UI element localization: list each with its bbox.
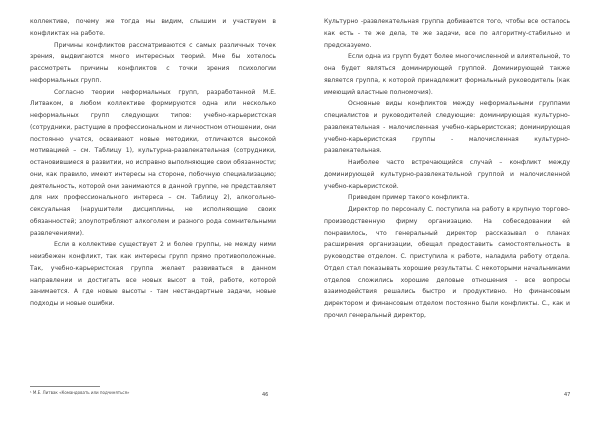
paragraph: Директор по персоналу С. поступила на работу в крупную торгово-производственную фирму организацию. На собеседовании ей понравилось, что генеральный директор рассказывал о планах расширения организации, обещал предоставить самостоятельность в руководстве отделом. С. приступила к работе, наладила работу отдела. Отдел стал показывать хорошие результаты. С некоторыми начальниками отделов сложились хорошие деловые отношения - все вопросы взаимодействия решались быстро и продуктивно. Но финансовым директором и финансовым отделом постоянно были конфликты. С., как и прочил генеральный директор, [324,206,570,319]
page-number: 46 [262,392,269,398]
paragraph: Если в коллективе существует 2 и более группы, не между ними неизбежен конфликт, так как интересы групп прямо противоположные. Так, учебно-карьеристская группа желает развиваться в данном направлении и достигать все новых высот в той, работе, которой занимается. А где новые высоты - там нестандартные задачи, новые подходы и новые ошибки. [30,241,276,307]
right-page [300,0,600,424]
paragraph: Культурно -развлекательная группа добивается того, чтобы все осталось как есть - те же дела, те же задачи, все по алгоритму-стабильно и предсказуемо. [324,18,570,49]
footnote: ¹ М.Е. Литвак «Командовать или подчиняться» [30,390,130,395]
page-number: 47 [564,392,571,398]
paragraph: Приведем пример такого конфликта. [348,194,470,202]
left-text-column [30,16,276,310]
paragraph: Основные виды конфликтов между неформальными группами специалистов и руководителей следующие: доминирующая культурно-развлекательная - малочисленная учебно-карьеристская; доминирующая учебно-карьеристская группы - малочисленная культурно-развлекательная. [324,100,570,155]
paragraph: коллективе, почему же тогда мы видим, слышим и участвуем в конфликтах на работе. [30,18,276,37]
footnote-separator [30,386,100,387]
paragraph: Наиболее часто встречающийся случай – конфликт между доминирующей культурно-развлекательной группой и малочисленной учебно-карьеристской. [324,159,570,190]
paragraph: Согласно теории неформальных групп, разработанной М.Е. Литваком, в любом коллективе формируются одна или несколько неформальных групп следующих типов: учебно-карьеристская (сотрудники, растущие в профессиональном и личностном отношении, они постоянно учатся, осваивают новые методики, отличаются высокой мотивацией – см. Таблицу 1), культурна-развлекательная (сотрудники, остановившиеся в развитии, но исправно выполняющие свои обязанности; они, как правило, имеют интересы на стороне, побочную специализацию; деятельность, которой они занимаются в данной группе, не представляет для них профессионального интереса – см. Таблицу 2), алкогольно-сексуальная (нарушители дисциплины, не исполняющие своих обязанностей; злоупотребляют алкоголем и разного рода сомнительными развлечениями). [30,88,276,237]
paragraph: Если одна из групп будет более многочисленной и влиятельной, то она будет являться доминирующей группой. Доминирующей также является группа, к которой принадлежит формальный руководитель (как имеющий властные полномочия). [324,53,570,96]
right-text-column [324,16,570,322]
paragraph: Причины конфликтов рассматриваются с самых различных точек зрения, выдвигаются много интересных теорий. Мне бы хотелось рассмотреть причины конфликтов с точки зрения психологии неформальных групп. [30,41,276,84]
